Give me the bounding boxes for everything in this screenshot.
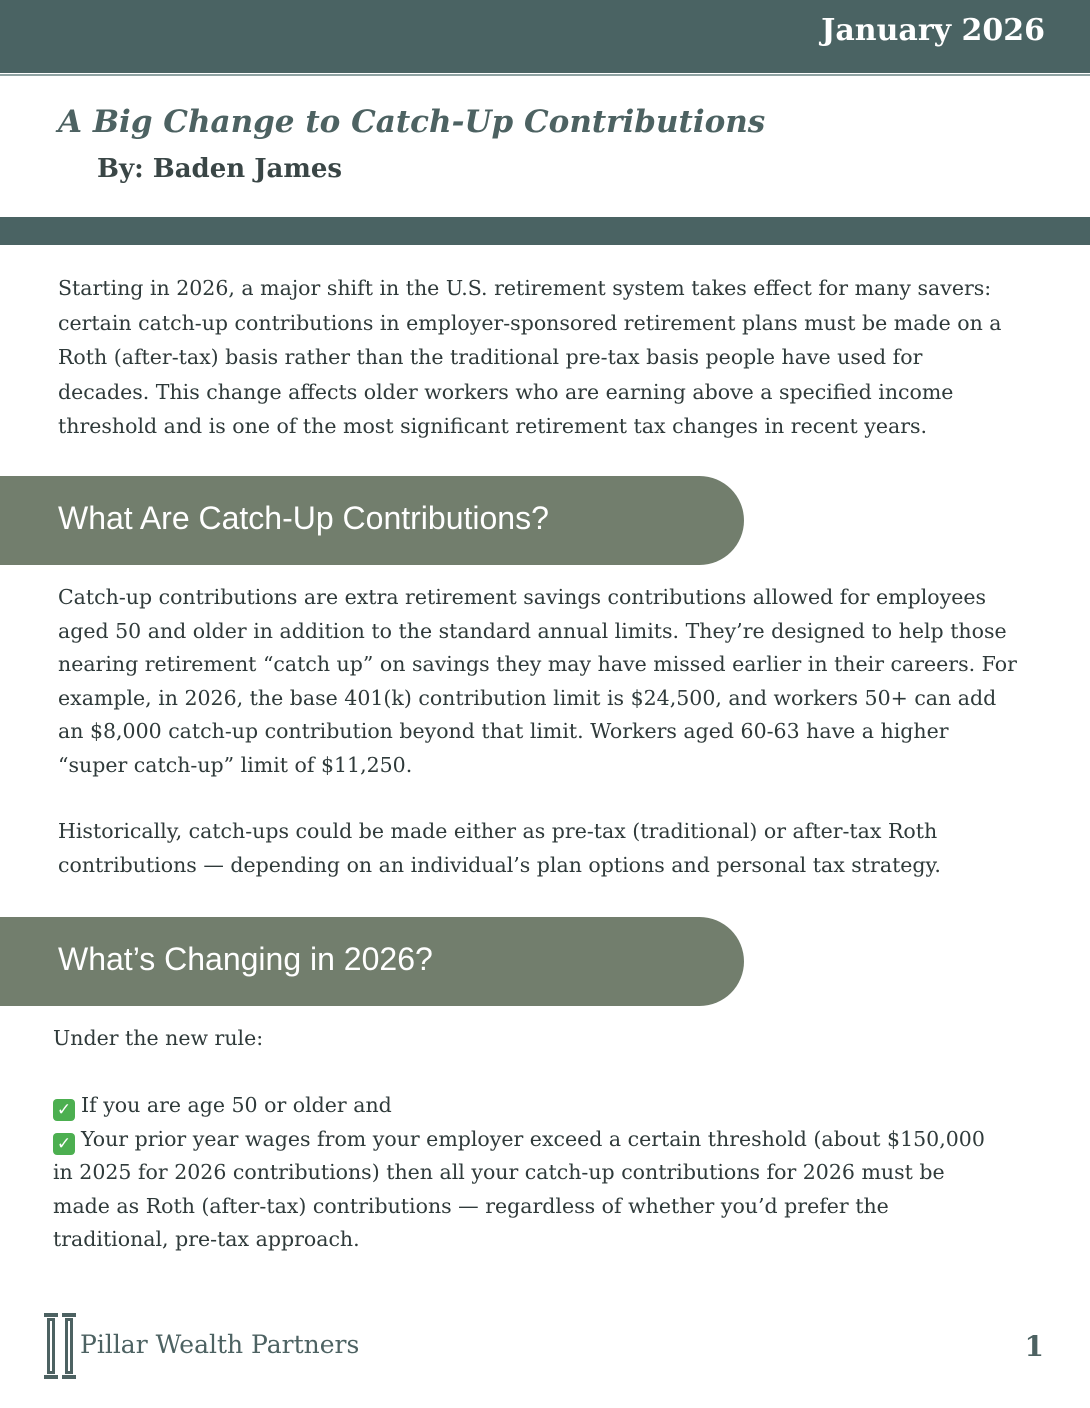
article-byline: By: Baden James xyxy=(97,154,343,184)
section-heading: What Are Catch-Up Contributions? xyxy=(58,500,549,536)
checklist xyxy=(53,1089,1008,1257)
page-number: 1 xyxy=(1024,1330,1044,1363)
body-paragraph: Catch-up contributions are extra retirement savings contributions allowed for employees aged 50 and older in addition to the standard annual limits. They’re designed to help those nearing retirement “catch up” on savings they may have missed earlier in their careers. For example, in 2026, the base 401(k) contribution limit is $24,500, and workers 50+ can add an $8,000 catch-up contribution beyond that limit. Workers aged 60-63 have a higher “super catch-up” limit of $11,250. xyxy=(58,585,1017,777)
section-header-catch-up xyxy=(0,476,744,565)
intro-paragraph: Starting in 2026, a major shift in the U.S. retirement system takes effect for many savers: certain catch-up contributions in employer-sponsored retirement plans must be made on a Roth (after-tax) basis rather than the traditional pre-tax basis people have used for decades. This change affects older workers who are earning above a specified income threshold and is one of the most significant retirement tax changes in recent years. xyxy=(58,276,1002,438)
section-header-changes xyxy=(0,917,744,1006)
footer-brand: Pillar Wealth Partners xyxy=(80,1330,360,1359)
issue-date: January 2026 xyxy=(821,13,1045,48)
divider-bar xyxy=(0,217,1090,245)
header-rule xyxy=(0,74,1090,76)
checklist-item-text: If you are age 50 or older and xyxy=(81,1093,392,1117)
checkmark-icon: ✓ xyxy=(53,1099,75,1121)
checklist-item-text: Your prior year wages from your employer exceed a certain threshold (about $150,000 in 2025 for 2026 contributions) then all your catch-up contributions for 2026 must be made as Roth (after-tax) contributions — regardless of whether you’d prefer the traditional, pre-tax approach. xyxy=(53,1126,985,1251)
article-title: A Big Change to Catch-Up Contributions xyxy=(58,104,766,140)
pillar-logo-icon xyxy=(42,1313,78,1379)
header-bar xyxy=(0,0,1090,73)
checklist-item xyxy=(53,1123,1008,1257)
checkmark-icon: ✓ xyxy=(53,1133,75,1155)
section-heading: What’s Changing in 2026? xyxy=(58,941,433,977)
checklist-item xyxy=(53,1089,1008,1123)
rule-intro: Under the new rule: xyxy=(53,1026,264,1050)
body-paragraph: Historically, catch-ups could be made either as pre-tax (traditional) or after-tax Roth contributions — depending on an individual’s plan options and personal tax strategy. xyxy=(58,819,941,877)
